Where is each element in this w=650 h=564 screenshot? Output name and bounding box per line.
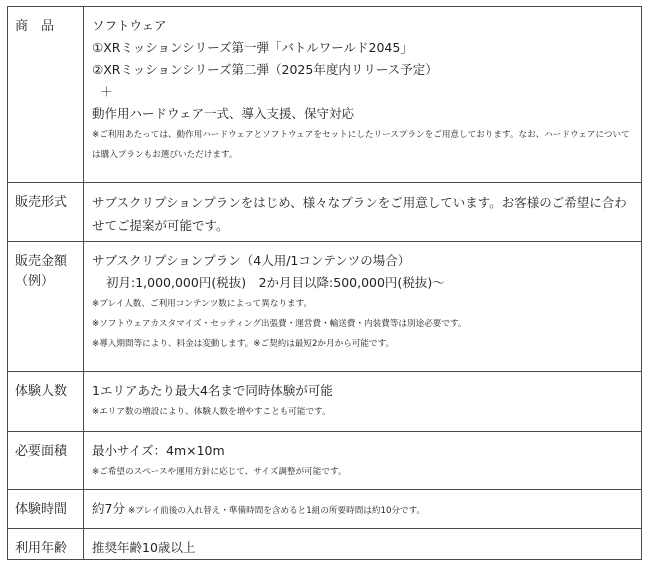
row-label-text: 体験人数 (15, 384, 68, 399)
row-label-text: 体験時間 (15, 502, 68, 517)
table-row-players (8, 372, 642, 432)
product-line: ソフトウェア (92, 18, 167, 33)
age-text: 推奨年齢10歳以上 (92, 540, 196, 555)
row-value-players (84, 372, 642, 432)
price-amount: 初月:1,000,000円(税抜) 2か月目以降:500,000円(税抜)〜 (106, 275, 445, 290)
table-row-price (8, 242, 642, 372)
duration-note: ※プレイ前後の入れ替え・準備時間を含めると1組の所要時間は約10分です。 (127, 506, 426, 516)
row-label-sales-format (8, 183, 84, 242)
table-row-area (8, 432, 642, 490)
product-line: ＋ (100, 84, 113, 99)
row-value-price (84, 242, 642, 372)
table-row-duration (8, 490, 642, 529)
row-label-product (8, 7, 84, 183)
price-note: ※ソフトウェアカスタマイズ・セッティング出張費・運営費・輸送費・内装費等は別途必要です。 (92, 319, 467, 329)
row-label-players (8, 372, 84, 432)
row-value-sales-format (84, 183, 642, 242)
players-note: ※エリア数の増設により、体験人数を増やすことも可能です。 (92, 407, 331, 417)
area-note: ※ご希望のスペースや運用方針に応じて、サイズ調整が可能です。 (92, 467, 347, 477)
row-value-product (84, 7, 642, 183)
row-value-duration (84, 490, 642, 529)
row-label-text: （例） (15, 274, 55, 289)
players-text: 1エリアあたり最大4名まで同時体験が可能 (92, 383, 333, 398)
product-line: ①XRミッションシリーズ第一弾「バトルワールド2045」 (92, 40, 413, 55)
product-line: ②XRミッションシリーズ第二弾（2025年度内リリース予定） (92, 62, 438, 77)
product-note: ※ご利用あたっては、動作用ハードウェアとソフトウェアをセットにしたリースプランをご用意しております。なお、ハードウェアについては購入プランもお選びいただけます。 (92, 130, 630, 160)
product-spec-table (7, 6, 642, 560)
row-label-price (8, 242, 84, 372)
row-label-text: 商 品 (15, 19, 55, 34)
table-row-sales-format (8, 183, 642, 242)
price-note: ※プレイ人数、ご利用コンテンツ数によって異なります。 (92, 299, 313, 309)
price-plan: サブスクリプションプラン（4人用/1コンテンツの場合） (92, 253, 411, 268)
row-value-area (84, 432, 642, 490)
price-note: ※導入期間等により、料金は変動します。※ご契約は最短2か月から可能です。 (92, 339, 395, 349)
row-label-text: 販売金額 (15, 254, 68, 269)
row-label-duration (8, 490, 84, 529)
area-text: 最小サイズ：4m×10m (92, 443, 225, 458)
row-label-text: 必要面積 (15, 444, 68, 459)
sales-format-text: サブスクリプションプランをはじめ、様々なプランをご用意しています。お客様のご希望に合わせてご提案が可能です。 (92, 195, 627, 233)
product-line: 動作用ハードウェア一式、導入支援、保守対応 (92, 106, 355, 121)
table-row-product (8, 7, 642, 183)
table-row-age (8, 529, 642, 560)
row-label-text: 販売形式 (15, 195, 68, 210)
row-label-age (8, 529, 84, 560)
row-label-text: 利用年齢 (15, 541, 68, 556)
row-label-area (8, 432, 84, 490)
duration-text: 約7分 (92, 501, 125, 516)
row-value-age (84, 529, 642, 560)
